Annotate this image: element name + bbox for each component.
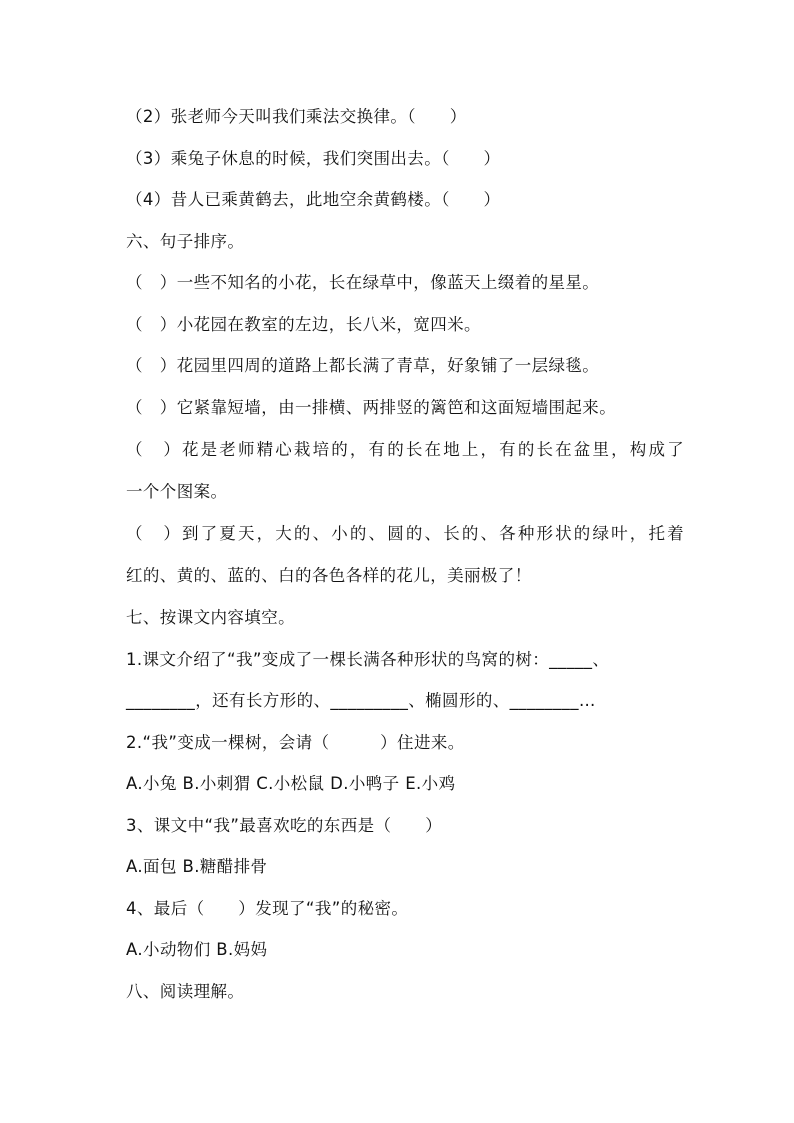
fill-question-2: 2.“我”变成一棵树，会请（ ）住进来。 <box>126 733 465 752</box>
fill-question-2-options: A.小兔 B.小刺猬 C.小松鼠 D.小鸭子 E.小鸡 <box>126 774 456 793</box>
sort-sentence-3: （ ）花园里四周的道路上都长满了青草，好象铺了一层绿毯。 <box>126 356 600 375</box>
sort-sentence-1: （ ）一些不知名的小花，长在绿草中，像蓝天上缀着的星星。 <box>126 273 600 292</box>
sort-sentence-6: （ ）到了夏天，大的、小的、圆的、长的、各种形状的绿叶，托着 <box>126 524 684 543</box>
fill-question-3-options: A.面包 B.糖醋排骨 <box>126 857 268 876</box>
section-6-heading: 六、句子排序。 <box>126 232 245 251</box>
section-7-heading: 七、按课文内容填空。 <box>126 608 295 627</box>
fill-question-1: 1.课文介绍了“我”变成了一棵长满各种形状的鸟窝的树：_____、 <box>126 650 610 669</box>
question-4-line: （4）昔人已乘黄鹤去，此地空余黄鹤楼。（ ） <box>126 190 501 209</box>
sort-sentence-6-continued: 红的、黄的、蓝的、白的各色各样的花儿，美丽极了！ <box>126 566 532 585</box>
fill-question-1-continued: ________，还有长方形的、_________、椭圆形的、________… <box>126 691 596 710</box>
section-8-heading: 八、阅读理解。 <box>126 982 245 1001</box>
fill-question-4-options: A.小动物们 B.妈妈 <box>126 940 268 959</box>
fill-question-4: 4、最后（ ）发现了“我”的秘密。 <box>126 899 409 918</box>
fill-question-3: 3、课文中“我”最喜欢吃的东西是（ ） <box>126 816 443 835</box>
sort-sentence-2: （ ）小花园在教室的左边，长八米，宽四米。 <box>126 315 481 334</box>
sort-sentence-5: （ ）花是老师精心栽培的，有的长在地上，有的长在盆里，构成了 <box>126 440 684 459</box>
sort-sentence-4: （ ）它紧靠短墙，由一排横、两排竖的篱笆和这面短墙围起来。 <box>126 398 617 417</box>
question-2-line: （2）张老师今天叫我们乘法交换律。（ ） <box>126 107 467 126</box>
sort-sentence-5-continued: 一个个图案。 <box>126 482 228 501</box>
question-3-line: （3）乘兔子休息的时候，我们突围出去。（ ） <box>126 149 501 168</box>
